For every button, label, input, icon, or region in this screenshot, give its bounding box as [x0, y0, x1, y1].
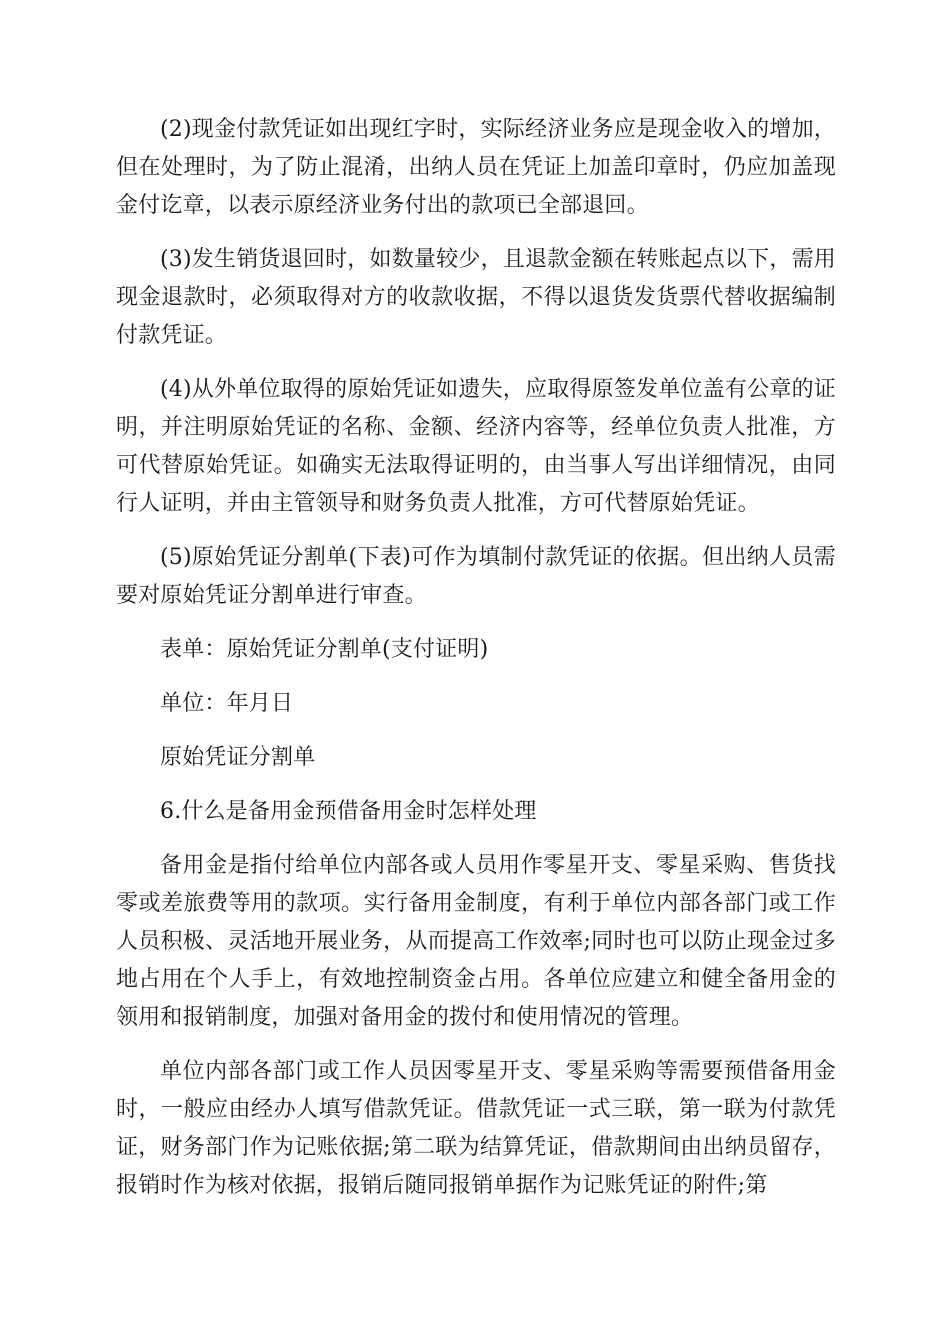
document-body [116, 111, 836, 1221]
unit-date-line: 单位：年月日 [160, 691, 294, 716]
paragraph-split-voucher: (5)原始凭证分割单(下表)可作为填制付款凭证的依据。但出纳人员需要对原始凭证分割单进行审查。 [116, 545, 836, 608]
paragraph-petty-cash-borrowing: 单位内部各部门或工作人员因零星开支、零星采购等需要预借备用金时，一般应由经办人填写借款凭证。借款凭证一式三联，第一联为付款凭证，财务部门作为记账依据;第二联为结算凭证，借款期间由出纳员留存，报销时作为核对依据，报销后随同报销单据作为记账凭证的附件;第 [116, 1059, 836, 1198]
paragraph-sales-return: (3)发生销货退回时，如数量较少，且退款金额在转账起点以下，需用现金退款时，必须取得对方的收款收据，不得以退货发货票代替收据编制付款凭证。 [116, 247, 836, 348]
paragraph-lost-voucher: (4)从外单位取得的原始凭证如遗失，应取得原签发单位盖有公章的证明，并注明原始凭证的名称、金额、经济内容等，经单位负责人批准，方可代替原始凭证。如确实无法取得证明的，由当事人写出详细情况，由同行人证明，并由主管领导和财务负责人批准，方可代替原始凭证。 [116, 377, 836, 516]
form-title-line: 表单：原始凭证分割单(支付证明) [160, 637, 489, 662]
split-voucher-label: 原始凭证分割单 [160, 745, 316, 770]
paragraph-petty-cash-definition: 备用金是指付给单位内部各或人员用作零星开支、零星采购、售货找零或差旅费等用的款项。实行备用金制度，有利于单位内部各部门或工作人员积极、灵活地开展业务，从而提高工作效率;同时也可以防止现金过多地占用在个人手上，有效地控制资金占用。各单位应建立和健全备用金的领用和报销制度，加强对备用金的拨付和使用情况的管理。 [116, 853, 836, 1030]
section-heading-petty-cash: 6.什么是备用金预借备用金时怎样处理 [160, 799, 537, 824]
paragraph-red-ink-voucher: (2)现金付款凭证如出现红字时，实际经济业务应是现金收入的增加，但在处理时，为了防止混淆，出纳人员在凭证上加盖印章时，仍应加盖现金付讫章，以表示原经济业务付出的款项已全部退回。 [116, 117, 836, 218]
